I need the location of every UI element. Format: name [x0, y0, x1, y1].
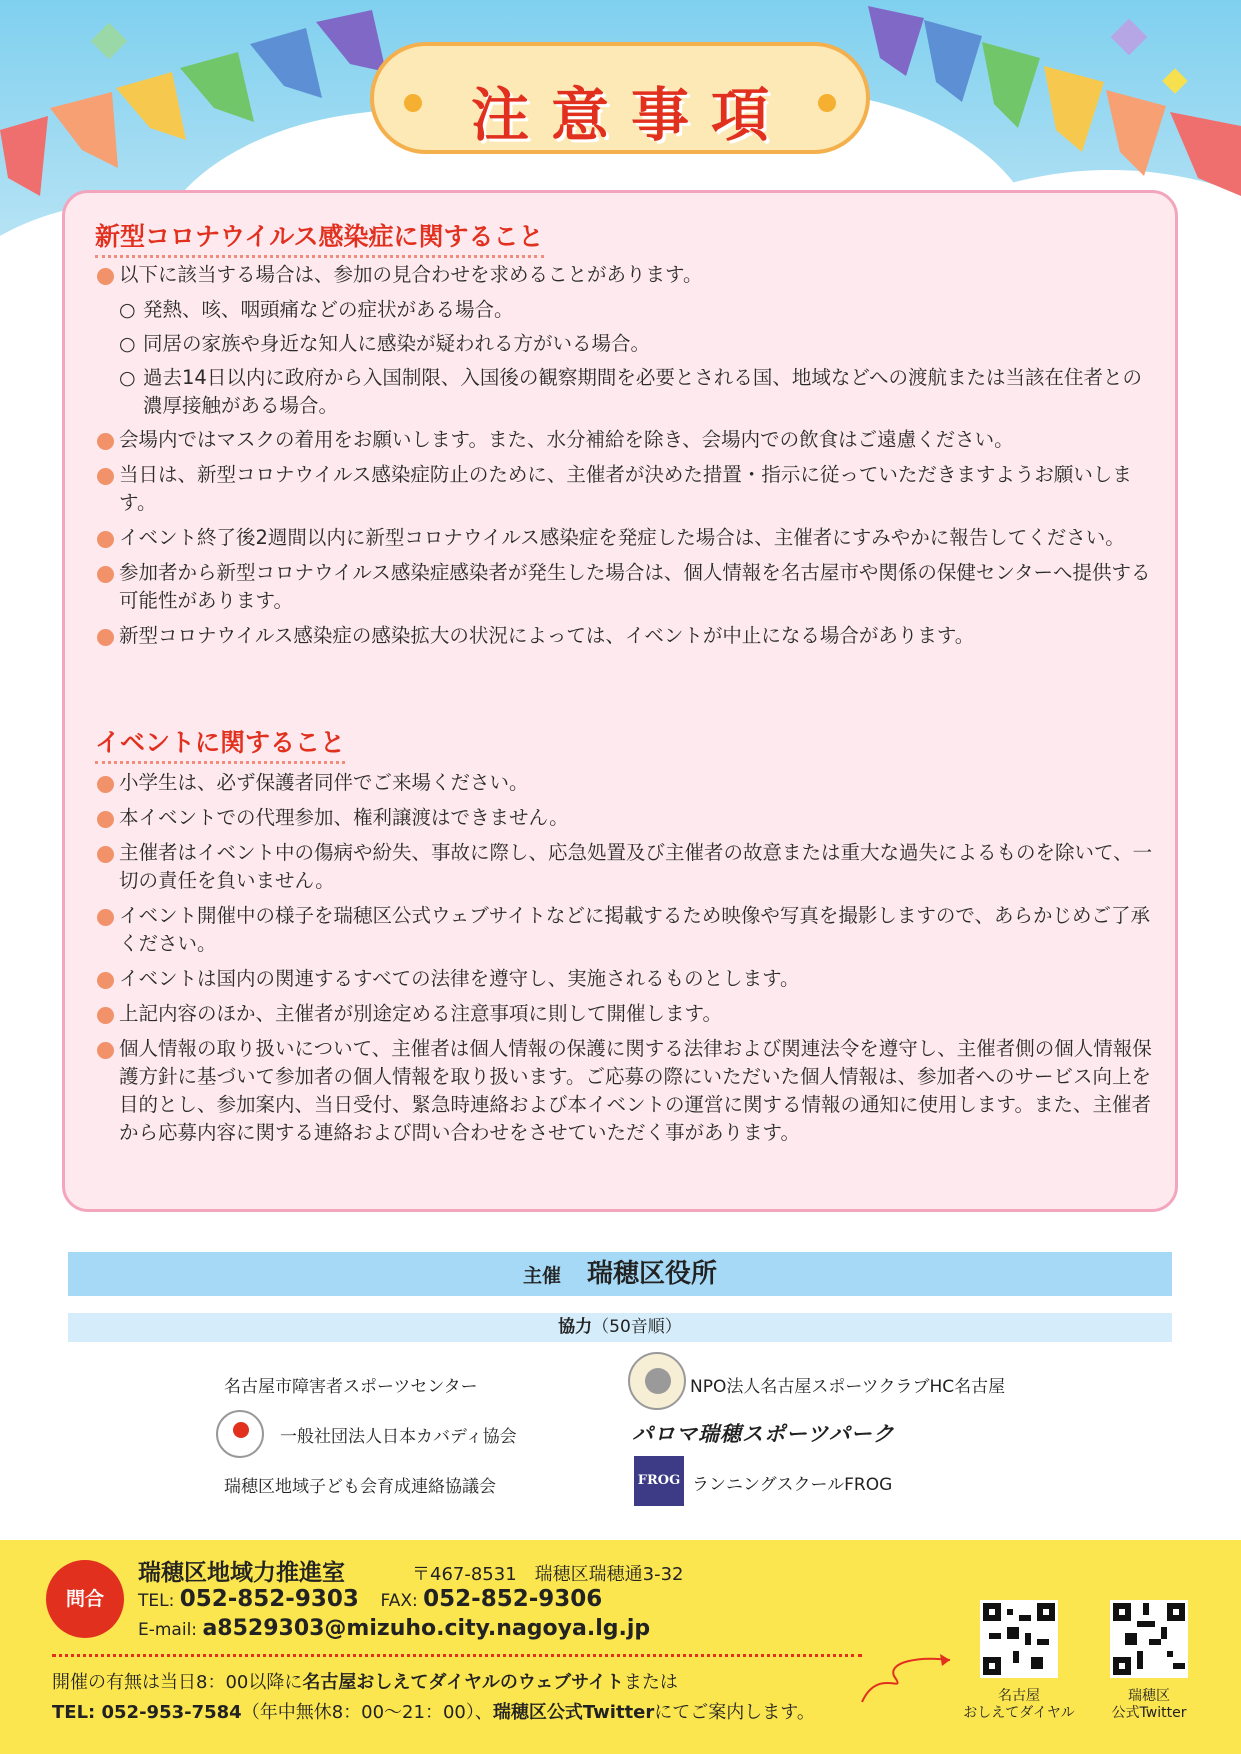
info-text: または	[623, 1672, 678, 1693]
info-text: （年中無休8：00〜21：00）、	[241, 1702, 493, 1723]
list-item: イベントは国内の関連するすべての法律を遵守し、実施されるものとします。	[95, 965, 1155, 993]
event-list	[95, 769, 1155, 1154]
qr-label-line: 公式Twitter	[1111, 1705, 1187, 1721]
partner-name: 一般社団法人日本カバディ協会	[280, 1427, 517, 1447]
list-subitem: ○ 発熱、咳、咽頭痛などの症状がある場合。	[95, 296, 1155, 324]
office-name: 瑞穂区地域力推進室	[138, 1560, 345, 1586]
list-item: 上記内容のほか、主催者が別途定める注意事項に則して開催します。	[95, 1000, 1155, 1028]
list-item: 新型コロナウイルス感染症の感染拡大の状況によっては、イベントが中止になる場合があります。	[95, 622, 1155, 650]
host-bar	[68, 1252, 1172, 1296]
info-text: 開催の有無は当日8：00以降に	[52, 1672, 303, 1693]
frog-logo-icon: FROG	[634, 1456, 684, 1506]
tel-number[interactable]: 052-852-9303	[179, 1586, 359, 1612]
arrow-icon	[858, 1646, 958, 1706]
qr-code-icon[interactable]	[1110, 1600, 1188, 1678]
qr-label-line: 名古屋	[998, 1688, 1040, 1704]
dial-website-link[interactable]: 名古屋おしえてダイヤルのウェブサイト	[302, 1672, 624, 1693]
title-banner	[370, 42, 870, 154]
qr-label	[954, 1688, 1084, 1722]
partner-name: 瑞穂区地域子ども会育成連絡協議会	[224, 1477, 496, 1497]
partner-name: ランニングスクールFROG	[692, 1475, 893, 1495]
list-item: イベント終了後2週間以内に新型コロナウイルス感染症を発症した場合は、主催者にすみやかに報告してください。	[95, 524, 1155, 552]
list-subitem: ○ 過去14日以内に政府から入国制限、入国後の観察期間を必要とされる国、地域などへの渡航または当該在住者との濃厚接触がある場合。	[95, 364, 1155, 420]
list-item: 主催者はイベント中の傷病や紛失、事故に際し、応急処置及び主催者の故意または重大な過失によるものを除いて、一切の責任を負いません。	[95, 839, 1155, 895]
qr-label-line: おしえてダイヤル	[963, 1705, 1075, 1721]
coop-label: 協力	[558, 1317, 593, 1337]
cooperation-bar	[68, 1313, 1172, 1342]
covid-list	[95, 261, 1155, 657]
dial-phone[interactable]: TEL: 052-953-7584	[52, 1702, 242, 1723]
info-line-1	[52, 1668, 678, 1694]
notice-panel	[62, 190, 1178, 1212]
twitter-link[interactable]: 瑞穂区公式Twitter	[492, 1702, 655, 1723]
qr-label-line: 瑞穂区	[1128, 1688, 1170, 1704]
email-link[interactable]: a8529303@mizuho.city.nagoya.lg.jp	[202, 1616, 651, 1641]
list-item: イベント開催中の様子を瑞穂区公式ウェブサイトなどに掲載するため映像や写真を撮影しますので、あらかじめご了承ください。	[95, 902, 1155, 958]
partner-name: NPO法人名古屋スポーツクラブHC名古屋	[690, 1377, 1006, 1397]
contact-footer	[0, 1540, 1241, 1754]
list-item: 小学生は、必ず保護者同伴でご来場ください。	[95, 769, 1155, 797]
phone-fax-line	[138, 1586, 602, 1612]
email-label: E-mail:	[138, 1620, 198, 1640]
section-title-covid: 新型コロナウイルス感染症に関すること	[95, 217, 544, 258]
coop-note: （50音順）	[592, 1317, 682, 1337]
fax-number: 052-852-9306	[423, 1586, 603, 1612]
list-item: 以下に該当する場合は、参加の見合わせを求めることがあります。	[95, 261, 1155, 289]
dotted-divider	[52, 1654, 862, 1657]
qr-code-icon[interactable]	[980, 1600, 1058, 1678]
tel-label: TEL:	[138, 1591, 175, 1611]
kabaddi-logo-icon	[216, 1410, 264, 1458]
office-address: 〒467-8531 瑞穂区瑞穂通3-32	[412, 1564, 684, 1585]
list-subitem: ○ 同居の家族や身近な知人に感染が疑われる方がいる場合。	[95, 330, 1155, 358]
contact-badge: 問合	[46, 1560, 124, 1638]
partner-name: 名古屋市障害者スポーツセンター	[224, 1377, 478, 1397]
list-item: 個人情報の取り扱いについて、主催者は個人情報の保護に関する法律および関連法令を遵守し、主催者側の個人情報保護方針に基づいて参加者の個人情報を取り扱います。ご応募の際にいただいた個人情報は、参加者へのサービス向上を目的とし、参加案内、当日受付、緊急時連絡および本イベントの運営に関する情報の通知に使用します。また、主催者から応募内容に関する連絡および問い合わせをさせていただく事があります。	[95, 1035, 1155, 1147]
host-label: 主催	[522, 1265, 561, 1287]
page-title: 注意事項	[470, 81, 791, 149]
list-item: 本イベントでの代理参加、権利譲渡はできません。	[95, 804, 1155, 832]
email-line	[138, 1616, 650, 1641]
section-title-event: イベントに関すること	[95, 723, 345, 764]
qr-label	[1084, 1688, 1214, 1722]
koala-mascot-icon	[628, 1352, 686, 1410]
list-item: 会場内ではマスクの着用をお願いします。また、水分補給を除き、会場内での飲食はご遠慮ください。	[95, 426, 1155, 454]
list-item: 参加者から新型コロナウイルス感染症感染者が発生した場合は、個人情報を名古屋市や関係の保健センターへ提供する可能性があります。	[95, 559, 1155, 615]
host-name: 瑞穂区役所	[587, 1259, 718, 1289]
fax-label: FAX:	[380, 1591, 418, 1611]
info-line-2	[52, 1698, 815, 1724]
info-text: にてご案内します。	[654, 1702, 815, 1723]
paloma-logo: パロマ瑞穂スポーツパーク	[632, 1422, 895, 1446]
list-item: 当日は、新型コロナウイルス感染症防止のために、主催者が決めた措置・指示に従っていただきますようお願いします。	[95, 461, 1155, 517]
